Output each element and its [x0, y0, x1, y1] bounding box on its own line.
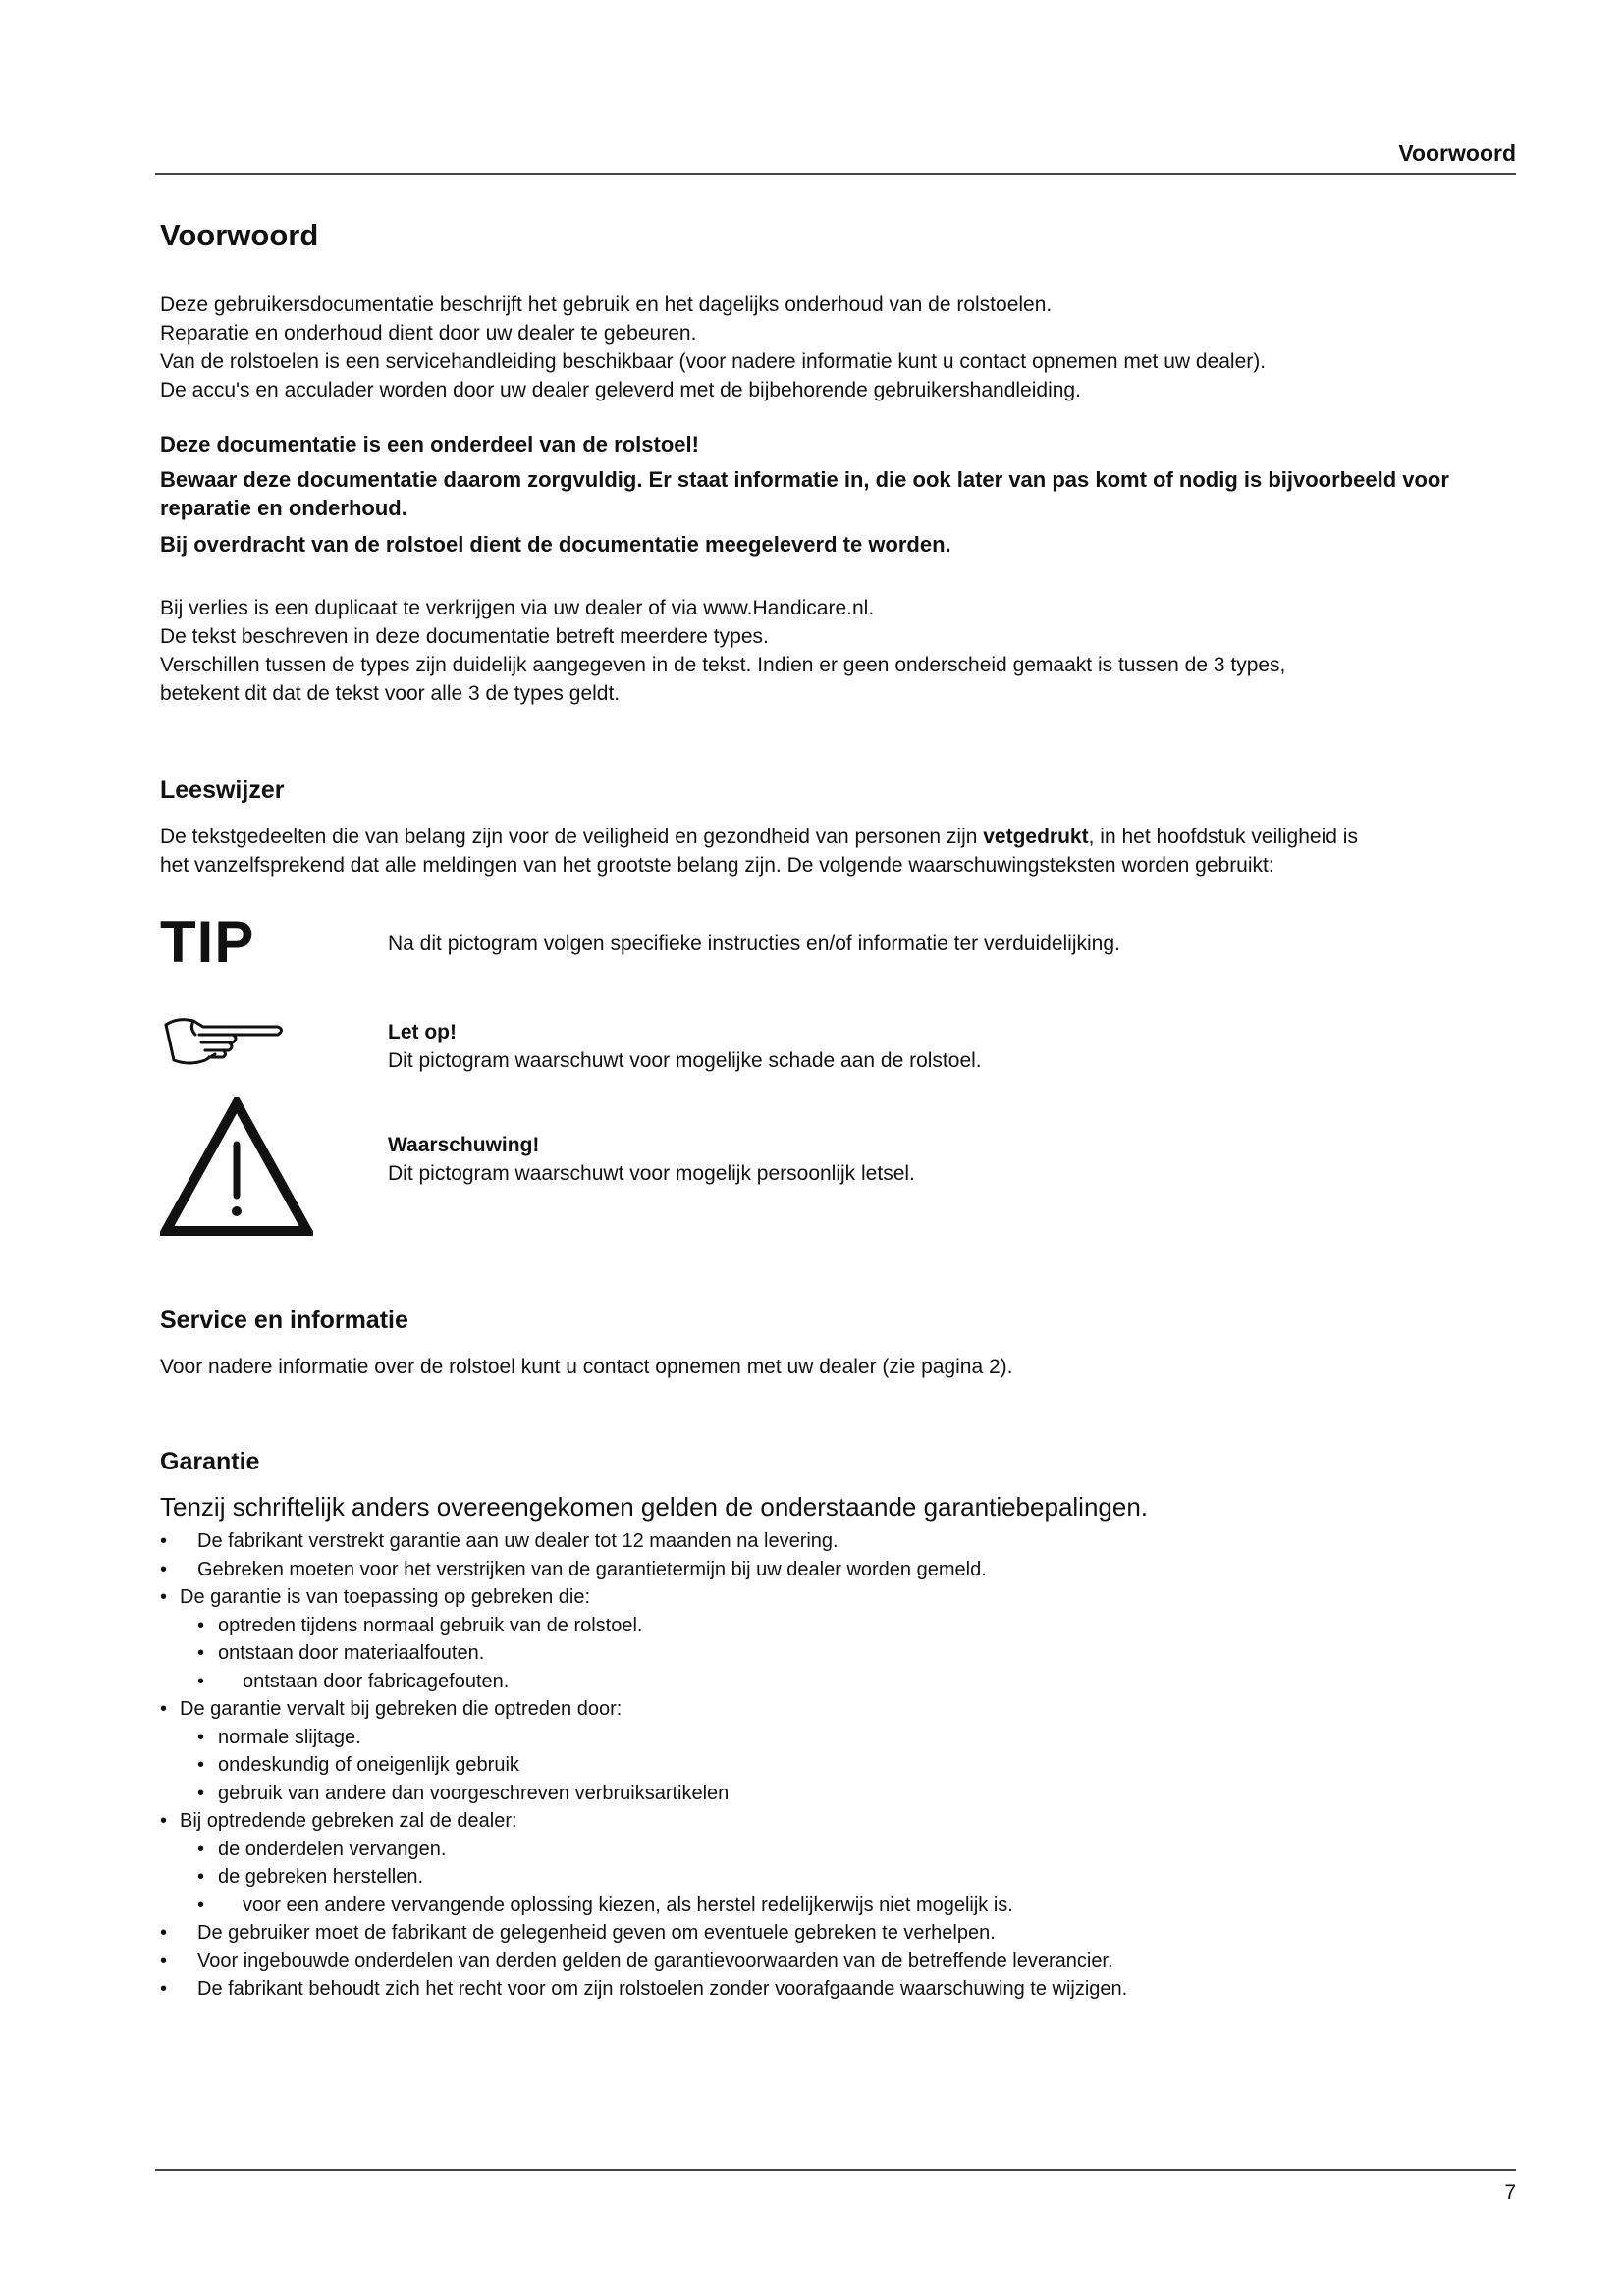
list-item: • De fabrikant behoudt zich het recht voor om zijn rolstoelen zonder voorafgaande waarschuwing te wijzigen. [160, 1978, 1128, 2000]
list-item: • De fabrikant verstrekt garantie aan uw dealer tot 12 maanden na levering. [160, 1530, 839, 1552]
footer-divider [155, 2169, 1516, 2171]
leeswijzer-text-end: , in het hoofdstuk veiligheid is [1088, 826, 1358, 848]
service-text: Voor nadere informatie over de rolstoel kunt u contact opnemen met uw dealer (zie pagina 2). [160, 1356, 1013, 1378]
info-line: Verschillen tussen de types zijn duidelijk aangegeven in de tekst. Indien er geen onderscheid gemaakt is tussen de 3 types, [160, 654, 1286, 676]
intro-line: Deze gebruikersdocumentatie beschrijft het gebruik en het dagelijks onderhoud van de rolstoelen. [160, 294, 1053, 316]
sub-list-item: • voor een andere vervangende oplossing kiezen, als herstel redelijkerwijs niet mogelijk is. [197, 1894, 1013, 1916]
leeswijzer-text-start: De tekstgedeelten die van belang zijn voor de veiligheid en gezondheid van personen zijn [160, 826, 984, 848]
sub-list-item: • ontstaan door materiaalfouten. [197, 1642, 485, 1664]
leeswijzer-bold-word: vetgedrukt [983, 826, 1089, 848]
sub-list-item: • de onderdelen vervangen. [197, 1838, 447, 1860]
sub-list-item: • gebruik van andere dan voorgeschreven verbruiksartikelen [197, 1782, 730, 1804]
intro-line: De accu's en acculader worden door uw dealer geleverd met de bijbehorende gebruikershandleiding. [160, 379, 1081, 401]
info-line: Bij verlies is een duplicaat te verkrijgen via uw dealer of via www.Handicare.nl. [160, 597, 875, 619]
leeswijzer-heading: Leeswijzer [160, 776, 285, 804]
garantie-list [160, 1527, 1127, 2003]
list-item: • Gebreken moeten voor het verstrijken van de garantietermijn bij uw dealer worden gemeld. [160, 1558, 987, 1580]
leeswijzer-text [160, 823, 1525, 880]
warning-triangle-icon [160, 1097, 313, 1242]
tip-description: Na dit pictogram volgen specifieke instructies en/of informatie ter verduidelijking. [388, 933, 1120, 955]
intro-line: Reparatie en onderhoud dient door uw dealer te gebeuren. [160, 322, 697, 345]
transfer-note: Bij overdracht van de rolstoel dient de documentatie meegeleverd te worden. [160, 532, 951, 557]
letop-description: Dit pictogram waarschuwt voor mogelijke schade aan de rolstoel. [388, 1049, 982, 1072]
info-line: De tekst beschreven in deze documentatie betreft meerdere types. [160, 625, 769, 648]
page-title: Voorwoord [160, 218, 319, 252]
list-item: • De garantie is van toepassing op gebreken die: [160, 1586, 591, 1608]
info-paragraph [160, 594, 1525, 708]
warning-description: Dit pictogram waarschuwt voor mogelijk persoonlijk letsel. [388, 1162, 915, 1185]
header-divider [155, 173, 1516, 175]
warning-title: Waarschuwing! [388, 1134, 540, 1156]
intro-line: Van de rolstoelen is een servicehandleiding beschikbaar (voor nadere informatie kunt u contact opnemen met uw dealer). [160, 350, 1267, 373]
page-number: 7 [1504, 2181, 1516, 2204]
service-heading: Service en informatie [160, 1307, 408, 1334]
sub-list-item: • normale slijtage. [197, 1726, 361, 1748]
sub-list-item: • optreden tijdens normaal gebruik van de rolstoel. [197, 1614, 643, 1636]
info-line: betekent dit dat de tekst voor alle 3 de types geldt. [160, 682, 621, 705]
leeswijzer-line2: het vanzelfsprekend dat alle meldingen van het grootste belang zijn. De volgende waarschuwingsteksten worden gebruikt: [160, 854, 1274, 877]
intro-paragraph [160, 291, 1525, 404]
warning-block [388, 1131, 915, 1188]
list-item: • De gebruiker moet de fabrikant de gelegenheid geven om eventuele gebreken te verhelpen. [160, 1922, 996, 1944]
pointing-hand-icon [160, 1011, 288, 1075]
garantie-heading: Garantie [160, 1448, 260, 1475]
keep-doc-note: Bewaar deze documentatie daarom zorgvuldig. Er staat informatie in, die ook later van pas komt of nodig is bijvoorbeeld voor reparatie en onderhoud. [160, 467, 1449, 520]
list-item: • Voor ingebouwde onderdelen van derden gelden de garantievoorwaarden van de betreffende leverancier. [160, 1949, 1113, 1972]
running-header: Voorwoord [1398, 140, 1516, 166]
list-item: • De garantie vervalt bij gebreken die optreden door: [160, 1698, 623, 1720]
letop-title: Let op! [388, 1021, 457, 1043]
letop-block [388, 1018, 982, 1075]
tip-icon: TIP [160, 909, 255, 975]
sub-list-item: • de gebreken herstellen. [197, 1866, 424, 1888]
doc-part-note: Deze documentatie is een onderdeel van de rolstoel! [160, 432, 699, 456]
sub-list-item: • ondeskundig of oneigenlijk gebruik [197, 1754, 519, 1776]
garantie-intro: Tenzij schriftelijk anders overeengekomen gelden de onderstaande garantiebepalingen. [160, 1492, 1149, 1522]
sub-list-item: • ontstaan door fabricagefouten. [197, 1670, 510, 1692]
list-item: • Bij optredende gebreken zal de dealer: [160, 1810, 517, 1832]
